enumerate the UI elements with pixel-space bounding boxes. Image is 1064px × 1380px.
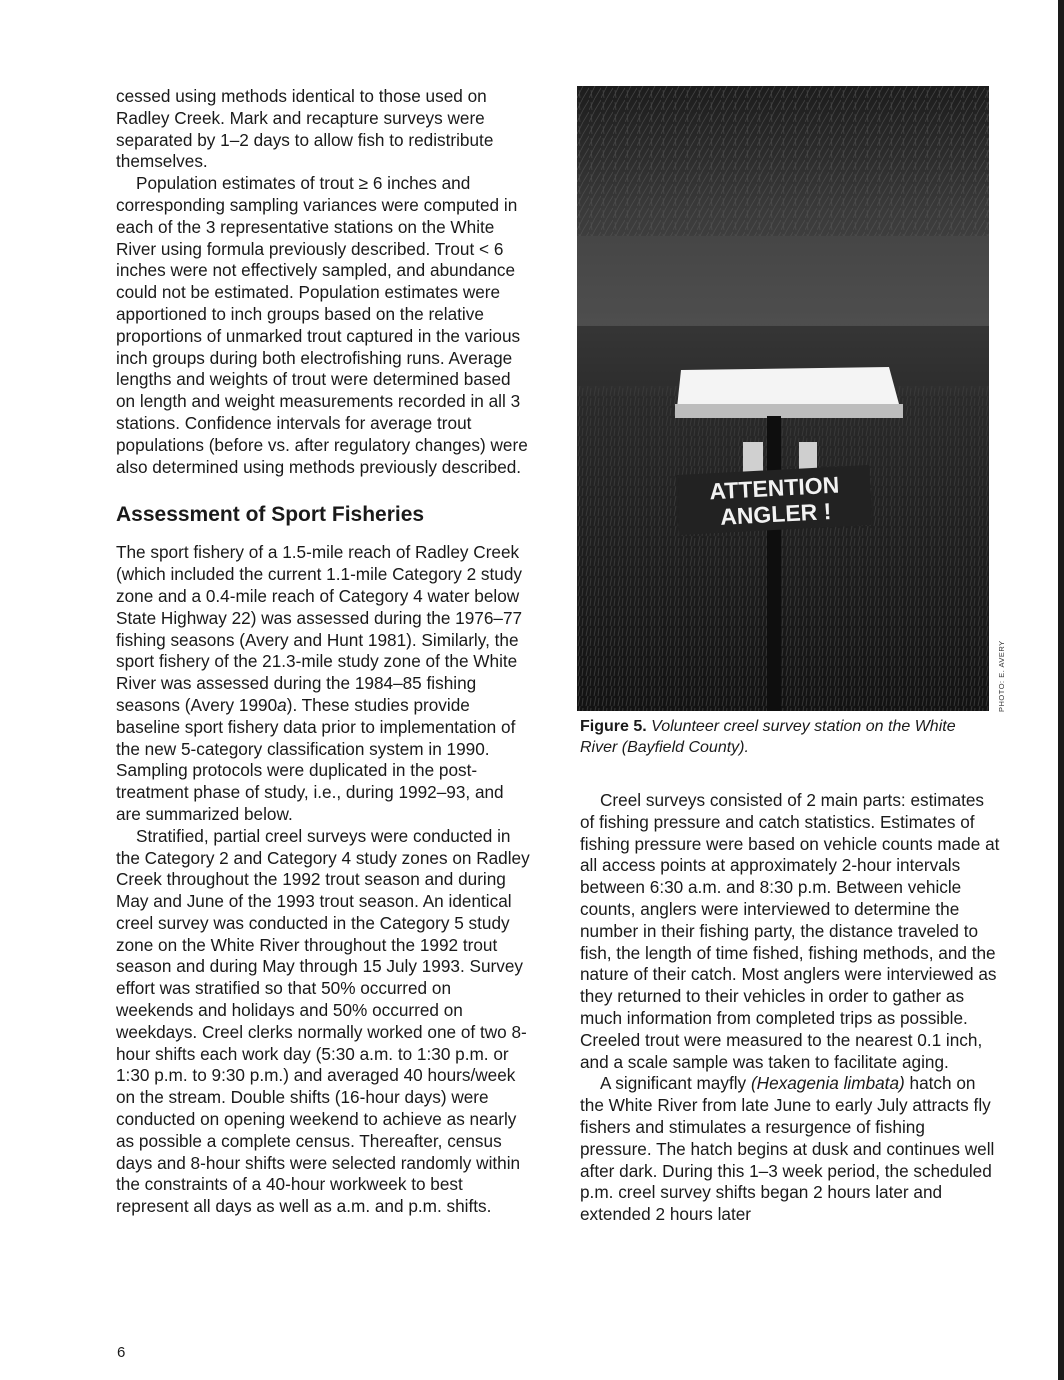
paragraph: Creel surveys consisted of 2 main parts: estimates of fishing pressure and catch statistics. Estimates of fishing pressure were based on vehicle counts made at all access points at approximately 2-hour intervals between 6:30 a.m. and 8:30 p.m. Between vehicle counts, anglers were interviewed to determine the number in their fishing party, the distance traveled to fish, the length of time fished, fishing methods, and the nature of their catch. Most anglers were interviewed as they returned to their vehicles in order to gather as much information from completed trips as possible. Creeled trout were measured to the nearest 0.1 inch, and a scale sample was taken to facilitate aging. — [580, 790, 1000, 1072]
italic-run: (Hexagenia limbata) — [750, 1073, 905, 1094]
section-heading: Assessment of Sport Fisheries — [116, 503, 425, 527]
left-column — [116, 86, 532, 1218]
photo-credit — [997, 640, 1013, 720]
text-run: ). These studies provide baseline sport fishery data prior to implementation of the new 5-category classification system in 1990. Sampling protocols were duplicated in the post-treatment phase of study, i.e., during 1992–93, and are summarized below. — [116, 694, 516, 824]
sign-text-line2: ANGLER ! — [719, 498, 832, 530]
paragraph: Stratified, partial creel surveys were conducted in the Category 2 and Category 4 study zones on Radley Creek throughout the 1992 trout season and during May and June of the 1993 trout season. An identical creel survey was conducted in the Category 5 study zone on the White River throughout the 1992 trout season and during May through 15 July 1993. Survey effort was stratified so that 50% occurred on weekends and holidays and 50% occurred on weekdays. Creel clerks normally worked one of two 8-hour shifts each work day (5:30 a.m. to 1:30 p.m. or 1:30 p.m. to 9:30 p.m.) and averaged 40 hours/week on the stream. Double shifts (16-hour days) were conducted on opening weekend to achieve as nearly as possible a complete census. Thereafter, census days and 8-hour shifts were selected randomly within the constraints of a 40-hour workweek to best represent all days as well as a.m. and p.m. shifts. — [116, 825, 530, 1217]
figure-caption — [580, 716, 990, 758]
right-column — [580, 790, 1000, 1226]
page-edge-shadow — [1058, 0, 1064, 1380]
survey-box-lid — [677, 367, 899, 408]
paragraph: Population estimates of trout ≥ 6 inches and corresponding sampling variances were computed in each of the 3 representative stations on the White River using formula previously described. Trout < 6 inches were not effectively sampled, and abundance could not be estimated. Population estimates were apportioned to inch groups based on the relative proportions of unmarked trout captured in the various inch groups during both electrofishing runs. Average lengths and weights of trout were determined based on length and weight measurements recorded in all 3 stations. Confidence intervals for average trout populations (before vs. after regulatory changes) were also determined using methods previously described. — [116, 173, 528, 477]
sign-text-line1: ATTENTION — [708, 471, 840, 505]
figure-photo — [577, 86, 989, 711]
page-number: 6 — [117, 1344, 126, 1361]
text-run: The sport fishery of a 1.5-mile reach of Radley Creek (which included the current 1.1-mile Category 2 study zone and a 0.4-mile reach of Category 4 water below State Highway 22) was assessed during the 1976–77 fishing seasons (Avery and Hunt 1981). Similarly, the sport fishery of the 21.3-mile study zone of the White River was assessed during the 1984–85 fishing seasons (Avery 1990 — [116, 542, 523, 715]
photo-credit-text: PHOTO: E. AVERY — [997, 640, 1006, 712]
paragraph — [580, 1073, 1000, 1226]
text-run: hatch on the White River from late June to early July attracts fly fishers and stimulates a resurgence of fishing pressure. The hatch begins at dusk and continues well after dark. During this 1–3 week period, the scheduled p.m. creel survey shifts began 2 hours later and extended 2 hours later — [580, 1073, 995, 1225]
paragraph — [116, 542, 532, 825]
photo-illustration — [577, 86, 989, 711]
paragraph: cessed using methods identical to those used on Radley Creek. Mark and recapture surveys were separated by 1–2 days to allow fish to redistribute themselves. — [116, 86, 494, 172]
text-run: A significant mayfly — [600, 1073, 751, 1094]
figure-caption-text: Volunteer creel survey station on the White River (Bayfield County). — [580, 718, 956, 756]
sign-post — [767, 416, 781, 711]
figure-label: Figure 5. — [580, 718, 647, 735]
italic-run: a — [277, 694, 287, 715]
